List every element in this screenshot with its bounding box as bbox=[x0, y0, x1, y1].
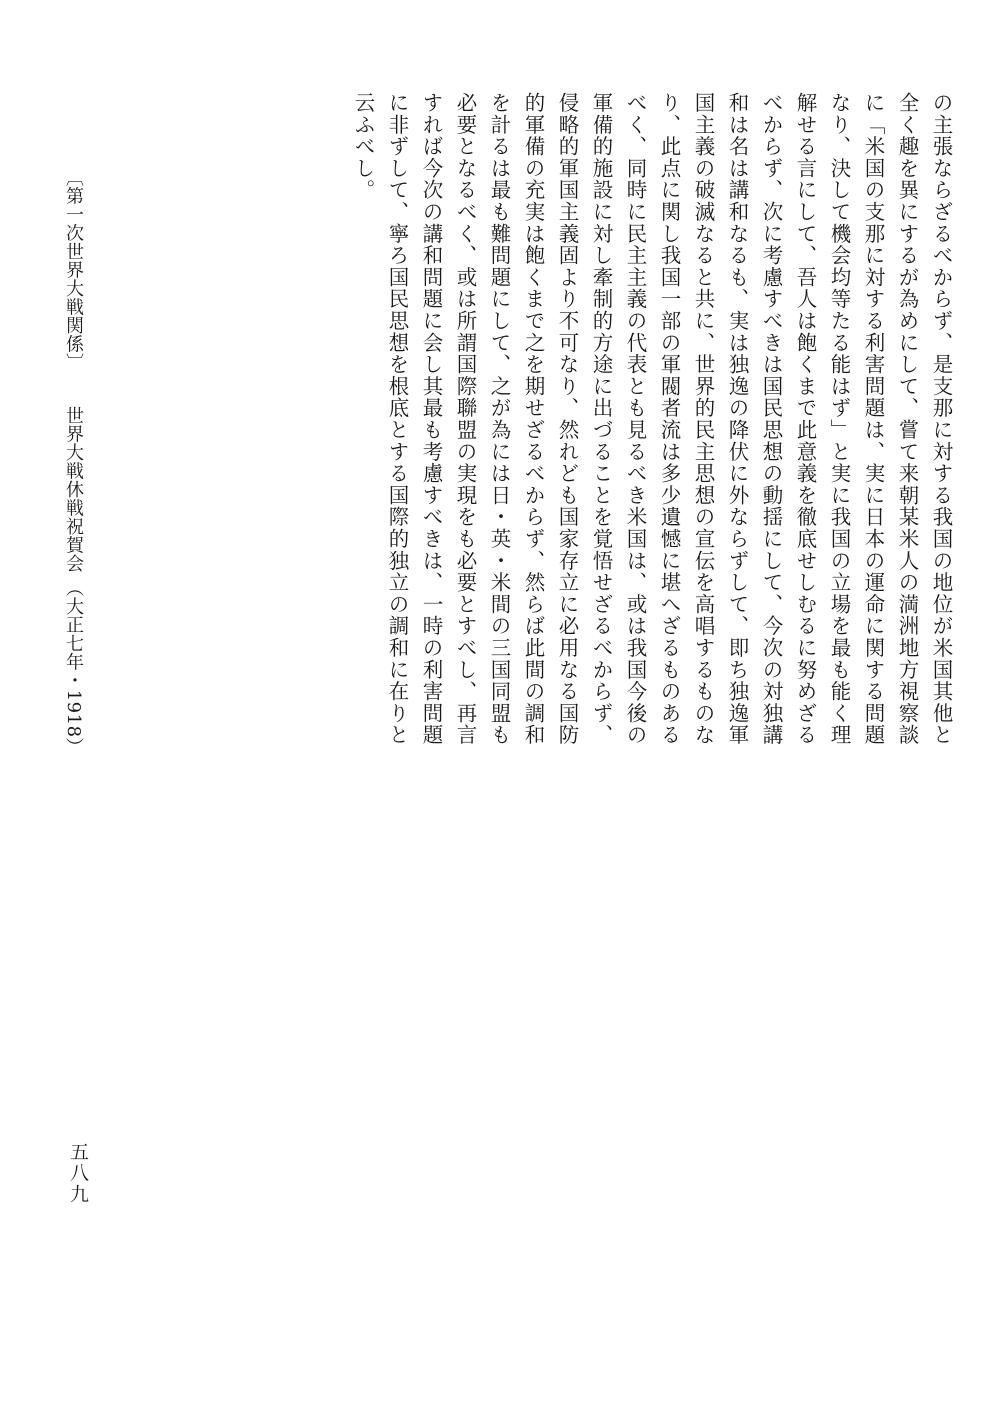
body-line: 云ふべし。 bbox=[351, 92, 375, 201]
body-line: 侵略的軍国主義固より不可なり、然れども国家存立に必用なる国防 bbox=[555, 92, 579, 746]
body-line: 国主義の破滅なると共に、世界的民主思想の宣伝を高唱するものな bbox=[691, 92, 715, 746]
running-head-title: 世界大戦休戦祝賀会 （大正七年・1918） bbox=[63, 405, 84, 756]
body-text bbox=[278, 92, 958, 746]
body-line: を計るは最も難問題にして、之が為には日・英・米間の三国同盟も bbox=[487, 92, 511, 746]
body-line: 全く趣を異にするが為めにして、嘗て来朝某米人の満洲地方視察談 bbox=[895, 92, 919, 746]
body-line: り、此点に関し我国一部の軍閥者流は多少遺憾に堪へざるものある bbox=[657, 92, 681, 746]
running-head-section: 〔第一次世界大戦関係〕 bbox=[63, 168, 84, 372]
body-line: 必要となるべく、或は所謂国際聯盟の実現をも必要とすべし、再言 bbox=[453, 92, 477, 746]
running-head bbox=[58, 168, 88, 756]
page-number: 五八九 bbox=[67, 1142, 89, 1205]
body-line: べく、同時に民主主義の代表とも見るべき米国は、或は我国今後の bbox=[623, 92, 647, 746]
body-line: に非ずして、寧ろ国民思想を根底とする国際的独立の調和に在りと bbox=[385, 92, 409, 746]
body-line: に「米国の支那に対する利害問題は、実に日本の運命に関する問題 bbox=[861, 92, 885, 746]
body-line: すれば今次の講和問題に会し其最も考慮すべきは、一時の利害問題 bbox=[419, 92, 443, 746]
body-line: 解せる言にして、吾人は飽くまで此意義を徹底せしむるに努めざる bbox=[793, 92, 817, 746]
body-line: 和は名は講和なるも、実は独逸の降伏に外ならずして、即ち独逸軍 bbox=[725, 92, 749, 746]
body-line: の主張ならざるべからず、是支那に対する我国の地位が米国其他と bbox=[929, 92, 953, 746]
body-line: 的軍備の充実は飽くまで之を期せざるべからず、然らば此間の調和 bbox=[521, 92, 545, 746]
body-line: なり、決して機会均等たる能はず」と実に我国の立場を最も能く理 bbox=[827, 92, 851, 746]
body-line: べからず、次に考慮すべきは国民思想の動揺にして、今次の対独講 bbox=[759, 92, 783, 746]
body-line: 軍備的施設に対し牽制的方途に出づることを覚悟せざるべからず、 bbox=[589, 92, 613, 746]
